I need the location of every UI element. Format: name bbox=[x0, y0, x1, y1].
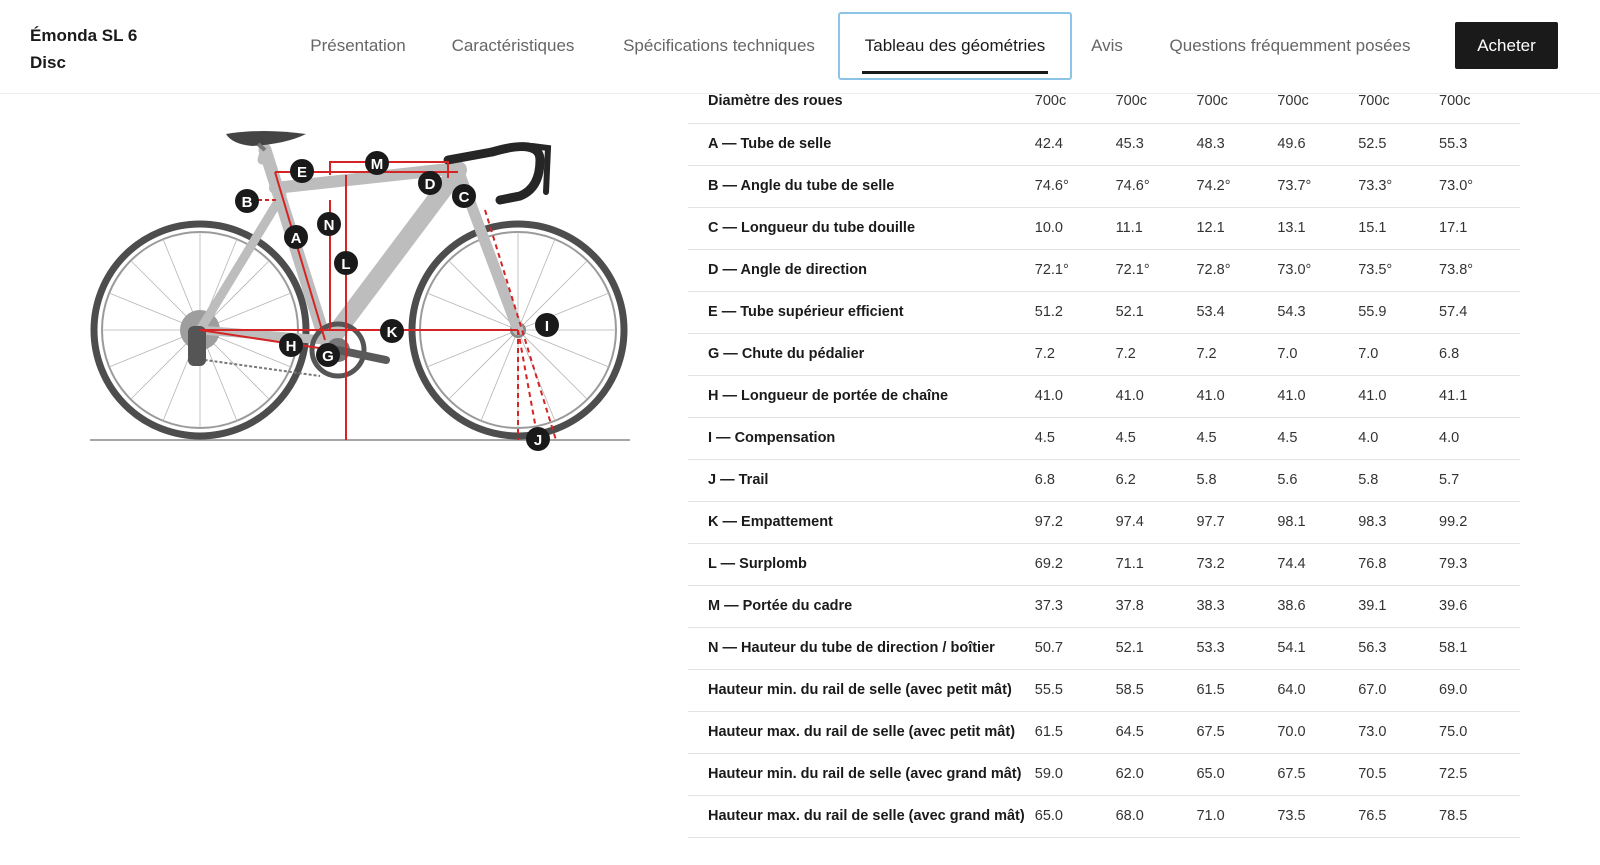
svg-text:E: E bbox=[296, 164, 308, 181]
row-value: 71.1 bbox=[1116, 543, 1197, 585]
table-row bbox=[688, 81, 1520, 123]
buy-button[interactable]: Acheter bbox=[1455, 22, 1558, 69]
row-value: 52.5 bbox=[1358, 123, 1439, 165]
row-value: 4.5 bbox=[1116, 417, 1197, 459]
marker-k bbox=[380, 319, 404, 343]
row-value: 42.4 bbox=[1035, 123, 1116, 165]
row-label: Hauteur max. du rail de selle (avec grand mât) bbox=[688, 795, 1035, 837]
row-value: 75.0 bbox=[1439, 711, 1520, 753]
row-value: 69.2 bbox=[1035, 543, 1116, 585]
row-value: 67.5 bbox=[1196, 711, 1277, 753]
geometry-table bbox=[688, 81, 1520, 838]
tab-caracteristiques[interactable]: Caractéristiques bbox=[451, 36, 575, 55]
row-value: 98.3 bbox=[1358, 501, 1439, 543]
row-value: 64.5 bbox=[1116, 711, 1197, 753]
row-value: 57.4 bbox=[1439, 291, 1520, 333]
row-label: E — Tube supérieur efficient bbox=[688, 291, 1035, 333]
row-value: 7.2 bbox=[1035, 333, 1116, 375]
row-value: 74.2° bbox=[1196, 165, 1277, 207]
row-value: 7.0 bbox=[1277, 333, 1358, 375]
svg-text:C: C bbox=[458, 189, 470, 206]
row-label: A — Tube de selle bbox=[688, 123, 1035, 165]
row-label: Hauteur max. du rail de selle (avec petit mât) bbox=[688, 711, 1035, 753]
row-value: 67.5 bbox=[1277, 753, 1358, 795]
row-value: 41.0 bbox=[1116, 375, 1197, 417]
row-value: 38.6 bbox=[1277, 585, 1358, 627]
row-value: 73.0 bbox=[1358, 711, 1439, 753]
row-value: 7.0 bbox=[1358, 333, 1439, 375]
row-label: I — Compensation bbox=[688, 417, 1035, 459]
row-value: 68.0 bbox=[1116, 795, 1197, 837]
row-value: 4.5 bbox=[1035, 417, 1116, 459]
row-value: 15.1 bbox=[1358, 207, 1439, 249]
row-value: 45.3 bbox=[1116, 123, 1197, 165]
svg-text:H: H bbox=[285, 338, 297, 355]
row-value: 73.3° bbox=[1358, 165, 1439, 207]
svg-text:I: I bbox=[544, 318, 550, 335]
row-value: 97.4 bbox=[1116, 501, 1197, 543]
row-value: 58.1 bbox=[1439, 627, 1520, 669]
row-value: 54.1 bbox=[1277, 627, 1358, 669]
row-value: 49.6 bbox=[1277, 123, 1358, 165]
row-value: 5.7 bbox=[1439, 459, 1520, 501]
table-row bbox=[688, 459, 1520, 501]
row-value: 61.5 bbox=[1035, 711, 1116, 753]
row-value: 74.6° bbox=[1035, 165, 1116, 207]
row-value: 64.0 bbox=[1277, 669, 1358, 711]
row-value: 73.2 bbox=[1196, 543, 1277, 585]
tab-geometries[interactable]: Tableau des géométries bbox=[838, 12, 1072, 80]
row-value: 5.6 bbox=[1277, 459, 1358, 501]
row-value: 4.5 bbox=[1196, 417, 1277, 459]
row-label: Hauteur min. du rail de selle (avec grand mât) bbox=[688, 753, 1035, 795]
row-value: 4.0 bbox=[1358, 417, 1439, 459]
row-label: Hauteur min. du rail de selle (avec petit mât) bbox=[688, 669, 1035, 711]
svg-text:A: A bbox=[290, 230, 302, 247]
row-label: K — Empattement bbox=[688, 501, 1035, 543]
row-value: 4.0 bbox=[1439, 417, 1520, 459]
row-value: 73.8° bbox=[1439, 249, 1520, 291]
row-value: 37.3 bbox=[1035, 585, 1116, 627]
svg-text:B: B bbox=[241, 194, 253, 211]
row-value: 51.2 bbox=[1035, 291, 1116, 333]
table-row bbox=[688, 501, 1520, 543]
svg-text:M: M bbox=[370, 156, 384, 173]
marker-c bbox=[452, 184, 476, 208]
row-value: 5.8 bbox=[1358, 459, 1439, 501]
row-value: 13.1 bbox=[1277, 207, 1358, 249]
table-row bbox=[688, 123, 1520, 165]
row-label: B — Angle du tube de selle bbox=[688, 165, 1035, 207]
marker-i bbox=[535, 313, 559, 337]
row-value: 6.8 bbox=[1439, 333, 1520, 375]
row-value: 73.5 bbox=[1277, 795, 1358, 837]
row-value: 62.0 bbox=[1116, 753, 1197, 795]
row-value: 700c bbox=[1439, 81, 1520, 123]
row-value: 7.2 bbox=[1196, 333, 1277, 375]
row-value: 41.1 bbox=[1439, 375, 1520, 417]
table-row bbox=[688, 753, 1520, 795]
row-label: Diamètre des roues bbox=[688, 81, 1035, 123]
svg-text:L: L bbox=[341, 256, 351, 273]
table-row bbox=[688, 375, 1520, 417]
geometry-diagram bbox=[80, 110, 640, 470]
marker-e bbox=[290, 159, 314, 183]
row-value: 6.8 bbox=[1035, 459, 1116, 501]
row-value: 73.7° bbox=[1277, 165, 1358, 207]
row-label: G — Chute du pédalier bbox=[688, 333, 1035, 375]
marker-m bbox=[365, 151, 389, 175]
marker-b bbox=[235, 189, 259, 213]
row-value: 50.7 bbox=[1035, 627, 1116, 669]
svg-text:N: N bbox=[323, 217, 335, 234]
row-value: 4.5 bbox=[1277, 417, 1358, 459]
svg-text:K: K bbox=[386, 324, 398, 341]
row-value: 12.1 bbox=[1196, 207, 1277, 249]
row-value: 700c bbox=[1116, 81, 1197, 123]
tab-presentation[interactable]: Présentation bbox=[310, 36, 406, 55]
svg-text:G: G bbox=[322, 348, 334, 365]
row-value: 69.0 bbox=[1439, 669, 1520, 711]
row-value: 55.9 bbox=[1358, 291, 1439, 333]
row-value: 41.0 bbox=[1277, 375, 1358, 417]
table-row bbox=[688, 249, 1520, 291]
row-value: 52.1 bbox=[1116, 627, 1197, 669]
row-value: 73.0° bbox=[1277, 249, 1358, 291]
table-row bbox=[688, 543, 1520, 585]
row-value: 41.0 bbox=[1035, 375, 1116, 417]
row-value: 73.0° bbox=[1439, 165, 1520, 207]
row-label: M — Portée du cadre bbox=[688, 585, 1035, 627]
row-value: 56.3 bbox=[1358, 627, 1439, 669]
table-row bbox=[688, 207, 1520, 249]
table-row bbox=[688, 627, 1520, 669]
marker-h bbox=[279, 333, 303, 357]
row-value: 7.2 bbox=[1116, 333, 1197, 375]
row-value: 65.0 bbox=[1035, 795, 1116, 837]
row-value: 53.3 bbox=[1196, 627, 1277, 669]
table-row bbox=[688, 585, 1520, 627]
row-label: L — Surplomb bbox=[688, 543, 1035, 585]
row-value: 5.8 bbox=[1196, 459, 1277, 501]
table-row bbox=[688, 669, 1520, 711]
product-title: Émonda SL 6 Disc bbox=[30, 26, 138, 72]
row-value: 65.0 bbox=[1196, 753, 1277, 795]
tab-faq[interactable]: Questions fréquemment posées bbox=[1169, 36, 1411, 55]
row-label: J — Trail bbox=[688, 459, 1035, 501]
row-label: N — Hauteur du tube de direction / boîtier bbox=[688, 627, 1035, 669]
row-value: 58.5 bbox=[1116, 669, 1197, 711]
marker-j bbox=[526, 427, 550, 451]
table-row bbox=[688, 291, 1520, 333]
table-row bbox=[688, 333, 1520, 375]
row-value: 59.0 bbox=[1035, 753, 1116, 795]
row-label: H — Longueur de portée de chaîne bbox=[688, 375, 1035, 417]
row-value: 98.1 bbox=[1277, 501, 1358, 543]
svg-text:D: D bbox=[424, 176, 436, 193]
marker-d bbox=[418, 171, 442, 195]
row-value: 55.5 bbox=[1035, 669, 1116, 711]
row-value: 17.1 bbox=[1439, 207, 1520, 249]
row-value: 38.3 bbox=[1196, 585, 1277, 627]
row-value: 72.8° bbox=[1196, 249, 1277, 291]
row-value: 700c bbox=[1035, 81, 1116, 123]
row-value: 55.3 bbox=[1439, 123, 1520, 165]
tab-avis[interactable]: Avis bbox=[1091, 36, 1123, 55]
row-value: 70.0 bbox=[1277, 711, 1358, 753]
marker-g bbox=[316, 343, 340, 367]
row-label: D — Angle de direction bbox=[688, 249, 1035, 291]
row-value: 39.6 bbox=[1439, 585, 1520, 627]
row-value: 99.2 bbox=[1439, 501, 1520, 543]
row-value: 700c bbox=[1196, 81, 1277, 123]
table-row bbox=[688, 711, 1520, 753]
marker-l bbox=[334, 251, 358, 275]
row-value: 74.6° bbox=[1116, 165, 1197, 207]
row-value: 54.3 bbox=[1277, 291, 1358, 333]
row-value: 79.3 bbox=[1439, 543, 1520, 585]
row-value: 67.0 bbox=[1358, 669, 1439, 711]
row-value: 61.5 bbox=[1196, 669, 1277, 711]
row-value: 97.7 bbox=[1196, 501, 1277, 543]
row-value: 70.5 bbox=[1358, 753, 1439, 795]
row-value: 11.1 bbox=[1116, 207, 1197, 249]
row-value: 41.0 bbox=[1196, 375, 1277, 417]
marker-a bbox=[284, 225, 308, 249]
marker-n bbox=[317, 212, 341, 236]
tab-specifications[interactable]: Spécifications techniques bbox=[623, 36, 815, 55]
row-value: 97.2 bbox=[1035, 501, 1116, 543]
row-value: 41.0 bbox=[1358, 375, 1439, 417]
row-value: 78.5 bbox=[1439, 795, 1520, 837]
table-row bbox=[688, 795, 1520, 837]
row-value: 52.1 bbox=[1116, 291, 1197, 333]
table-row bbox=[688, 165, 1520, 207]
svg-text:J: J bbox=[533, 432, 543, 449]
row-value: 48.3 bbox=[1196, 123, 1277, 165]
row-label: C — Longueur du tube douille bbox=[688, 207, 1035, 249]
row-value: 10.0 bbox=[1035, 207, 1116, 249]
row-value: 76.5 bbox=[1358, 795, 1439, 837]
row-value: 39.1 bbox=[1358, 585, 1439, 627]
table-row bbox=[688, 417, 1520, 459]
row-value: 72.1° bbox=[1116, 249, 1197, 291]
page-header bbox=[0, 0, 1600, 94]
row-value: 37.8 bbox=[1116, 585, 1197, 627]
row-value: 6.2 bbox=[1116, 459, 1197, 501]
row-value: 72.5 bbox=[1439, 753, 1520, 795]
row-value: 71.0 bbox=[1196, 795, 1277, 837]
row-value: 53.4 bbox=[1196, 291, 1277, 333]
row-value: 700c bbox=[1277, 81, 1358, 123]
row-value: 700c bbox=[1358, 81, 1439, 123]
row-value: 76.8 bbox=[1358, 543, 1439, 585]
row-value: 74.4 bbox=[1277, 543, 1358, 585]
row-value: 73.5° bbox=[1358, 249, 1439, 291]
row-value: 72.1° bbox=[1035, 249, 1116, 291]
